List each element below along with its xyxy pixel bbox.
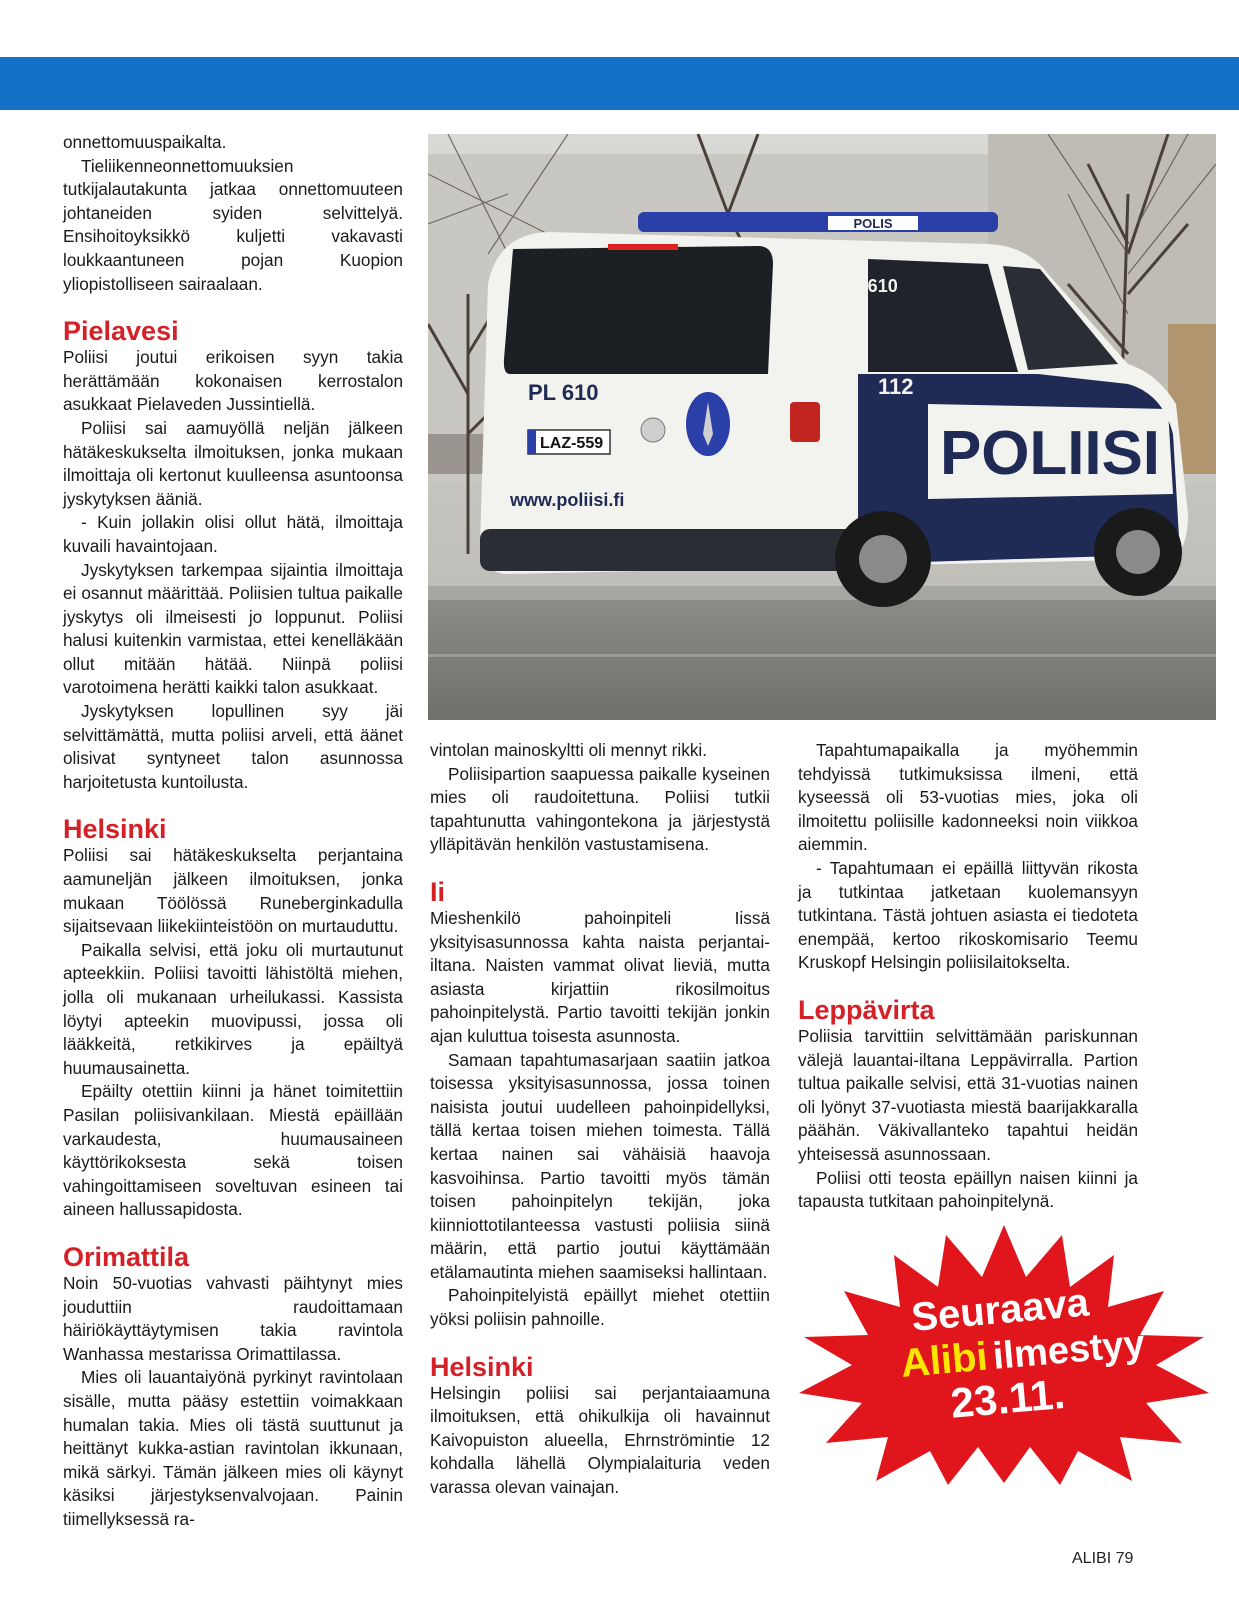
article-column-2: [430, 739, 770, 1500]
paragraph: Jyskytyksen lopullinen syy jäi selvittämättä, mutta poliisi arveli, että äänet olisivat syntyneet talon asunnossa harjoitetusta kuntoilusta.: [63, 701, 403, 792]
promo-line-2: ilmestyy: [991, 1322, 1147, 1378]
section-heading-helsinki: Helsinki: [63, 814, 167, 845]
section-heading-orimattila: Orimattila: [63, 1241, 190, 1272]
paragraph: Poliisipartion saapuessa paikalle kyseinen mies oli raudoitettuna. Poliisi tutkii tapahtunutta vahingontekona ja järjestystä ylläpitävän henkilön vastustamisena.: [430, 763, 770, 855]
website-text: www.poliisi.fi: [510, 490, 625, 510]
paragraph: Paikalla selvisi, että joku oli murtautunut apteekkiin. Poliisi tavoitti lähistöltä miehen, jolla oli mukanaan urheilukassi. Kassista löytyi apteekin muovipussi, jossa oli lääkkeitä, retkikirves ja epäiltyä huumausainetta.: [63, 939, 403, 1078]
section-heading-leppavirta: Leppävirta: [798, 994, 935, 1025]
paragraph: Poliisi sai hätäkeskukselta perjantaina aamuneljän jälkeen ilmoituksen, jonka mukaan Töölössä Runeberginkadulla sijaitsevaan liikekiinteistöön on murtauduttu.: [63, 845, 403, 937]
paragraph: Poliisi otti teosta epäillyn naisen kiinni ja tapausta tutkitaan pahoinpitelynä.: [798, 1167, 1138, 1212]
article-column-3: [798, 739, 1138, 1214]
paragraph: Samaan tapahtumasarjaan saatiin jatkoa toisessa yksityisasunnossa, jossa toinen naisista joutui uudelleen pahoinpidellyksi, tällä kertaa toisen miehen toimesta. Tällä kertaa nainen sai vähäisiä haavoja kasvoihinsa. Partio tavoitti myös tämän toisen pahoinpitelyn tekijän, joka kiinniottotilanteessa vastusti poliisia siinä määrin, että partio joutui käyttämään etälamautinta miehen saamiseksi hallintaan.: [430, 1049, 770, 1282]
paragraph: Helsingin poliisi sai perjantaiaamuna ilmoituksen, että ohikulkija oli havainnut Kaivopuiston alueella, Ehrnströmintie 12 kohdalla lähellä Olympialaituria veden varassa olevan vainajan.: [430, 1382, 770, 1498]
promo-alibi: Alibi: [899, 1334, 990, 1386]
next-issue-starburst: [794, 1225, 1214, 1485]
paragraph: Tieliikenneonnettomuuksien tutkijalautakunta jatkaa onnettomuuteen johtaneiden syiden selvittelyä. Ensihoitoyksikkö kuljetti vakavasti loukkaantuneen pojan Kuopion yliopistolliseen sairaalaan.: [63, 155, 403, 294]
paragraph: Jyskytyksen tarkempaa sijaintia ilmoittaja ei osannut määrittää. Poliisien tultua paikalle jyskytys oli ilmeisesti jo loppunut. Poliisi halusi kuitenkin varmistaa, ettei kenelläkään ollut mitään hätää. Niinpä poliisi varotoimena herätti kaikki talon asukkaat.: [63, 559, 403, 698]
police-van-photo: [428, 134, 1216, 720]
paragraph: Noin 50-vuotias vahvasti päihtynyt mies jouduttiin raudoittamaan häiriökäyttäytymisen takia ravintola Wanhassa mestarissa Orimattilassa.: [63, 1272, 403, 1364]
section-heading-helsinki: Helsinki: [430, 1351, 534, 1382]
promo-line-1: Seuraava: [909, 1280, 1091, 1340]
poliisi-side-text: POLIISI: [940, 419, 1160, 488]
paragraph: Poliisi sai aamuyöllä neljän jälkeen hätäkeskukselta ilmoituksen, jonka mukaan ilmoittaja oli kertonut kuulleensa asuntoonsa jyskytyksen ääniä.: [63, 417, 403, 509]
paragraph: Tapahtumapaikalla ja myöhemmin tehdyissä tutkimuksissa ilmeni, että kyseessä oli 53-vuotias mies, joka oli ilmoitettu poliisille kadonneeksi noin viikkoa aiemmin.: [798, 740, 1138, 855]
section-heading-pielavesi: Pielavesi: [63, 316, 179, 347]
paragraph: onnettomuuspaikalta.: [63, 132, 227, 152]
emergency-number: 112: [878, 374, 914, 399]
page-number: ALIBI 79: [1072, 1550, 1134, 1567]
promo-date: 23.11.: [948, 1369, 1067, 1427]
header-color-bar: [0, 57, 1239, 110]
license-plate: LAZ-559: [540, 435, 604, 452]
paragraph: vintolan mainoskyltti oli mennyt rikki.: [430, 740, 708, 760]
roof-sign-text: POLIS: [853, 216, 893, 231]
paragraph: Pahoinpitelyistä epäillyt miehet otettiin yöksi poliisin pahnoille.: [430, 1285, 770, 1330]
paragraph: Mieshenkilö pahoinpiteli Iissä yksityisasunnossa kahta naista perjantai-iltana. Naisten vammat olivat lieviä, mutta asiasta kirjattiin rikosilmoitus pahoinpitelystä. Partio tavoitti tekijän jonkin ajan kuluttua toisesta asunnosta.: [430, 907, 770, 1046]
paragraph: Mies oli lauantaiyönä pyrkinyt ravintolaan sisälle, mutta pääsy estettiin voimakkaan humalan takia. Mies oli tästä suuttunut ja heittänyt kukka-astian ravintolan ikkunaan, mikä särkyi. Tämän jälkeen mies oli käynyt käsiksi järjestyksenvalvojaan. Painin tiimellyksessä ra-: [63, 1367, 403, 1529]
paragraph: Epäilty otettiin kiinni ja hänet toimitettiin Pasilan poliisivankilaan. Miestä epäillään varkaudesta, huumausaineen käyttörikoksesta sekä toisen vahingoittamiseen soveltuvan esineen tai aineen hallussapidosta.: [63, 1081, 403, 1220]
section-heading-ii: Ii: [430, 876, 446, 907]
paragraph: Poliisia tarvittiin selvittämään pariskunnan välejä lauantai-iltana Leppävirralla. Partion tultua paikalle selvisi, että 31-vuotias nainen oli lyönyt 37-vuotiasta miestä baarijakkaralla päähän. Väkivallanteko tapahtui heidän yhteisessä asunnossaan.: [798, 1025, 1138, 1164]
paragraph: - Tapahtumaan ei epäillä liittyvän rikosta ja tutkintaa jatketaan kuolemansyyn tutkintana. Tästä johtuen asiasta ei tiedoteta enempää, kertoo rikoskomisario Teemu Kruskopf Helsingin poliisilaitokselta.: [798, 857, 1138, 973]
article-column-1: [63, 131, 403, 1531]
paragraph: - Kuin jollakin olisi ollut hätä, ilmoittaja kuvaili havaintojaan.: [63, 512, 403, 556]
side-unit-id: PL 610: [840, 276, 898, 296]
rear-unit-id: PL 610: [528, 380, 599, 405]
paragraph: Poliisi joutui erikoisen syyn takia herättämään kokonaisen kerrostalon asukkaat Pielaveden Jussintiellä.: [63, 347, 403, 415]
